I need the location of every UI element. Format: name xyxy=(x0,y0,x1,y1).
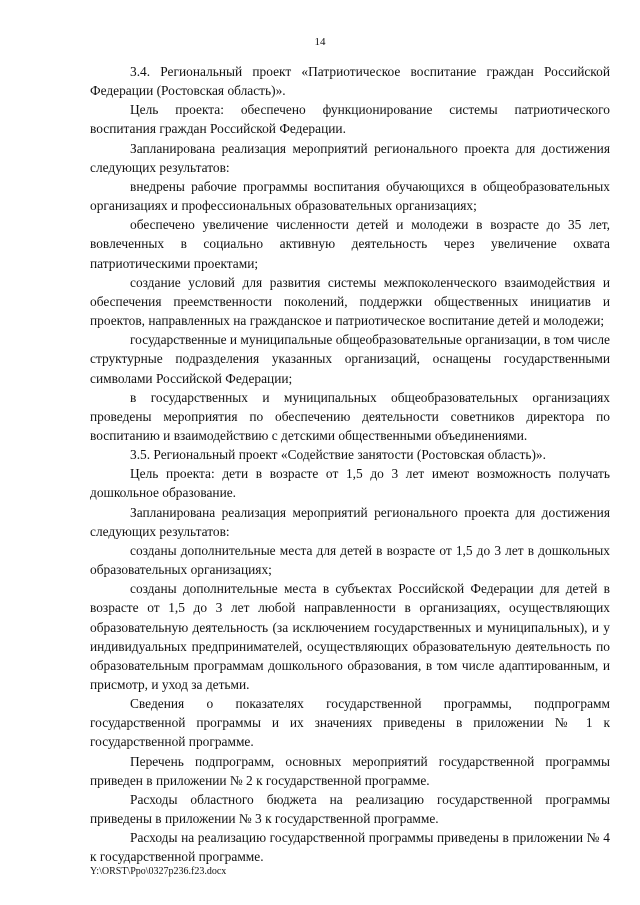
paragraph: обеспечено увеличение численности детей и молодежи в возрасте до 35 лет, вовлеченных в социально активную деятельность через увеличение охвата патриотическими проектами; xyxy=(90,217,610,271)
paragraph-project-3-5-title: 3.5. Региональный проект «Содействие занятости (Ростовская область)». xyxy=(130,447,546,463)
paragraph: Сведения о показателях государственной программы, подпрограмм государственной программы и их значениях приведены в приложении № 1 к государственной программе. xyxy=(90,696,610,750)
paragraph: в государственных и муниципальных общеобразовательных организациях проведены мероприятия по обеспечению деятельности советников директора по воспитанию и взаимодействию с детскими общественными объединениями. xyxy=(90,389,610,443)
paragraph: созданы дополнительные места для детей в возрасте от 1,5 до 3 лет в дошкольных образовательных организациях; xyxy=(90,542,610,578)
page-number: 14 xyxy=(314,36,326,48)
paragraph: внедрены рабочие программы воспитания обучающихся в общеобразовательных организациях и профессиональных образовательных организациях; xyxy=(90,178,610,214)
paragraph: Перечень подпрограмм, основных мероприятий государственной программы приведен в приложении № 2 к государственной программе. xyxy=(90,753,610,788)
paragraph: Расходы областного бюджета на реализацию государственной программы приведены в приложении № 3 к государственной программе. xyxy=(90,791,610,827)
paragraph: созданы дополнительные места в субъектах Российской Федерации для детей в возрасте от 1,5 до 3 лет любой направленности в организациях, осуществляющих образовательную деятельность (за исключением государственных и муниципальных), и у индивидуальных предпринимателей, осуществляющих образовательную деятельность по образовательным программам дошкольного образования, в том числе адаптированным, и присмотр, и уход за детьми. xyxy=(90,581,610,692)
document-body xyxy=(90,62,610,867)
paragraph: Расходы на реализацию государственной программы приведены в приложении № 4 к государственной программе. xyxy=(90,830,610,865)
paragraph: государственные и муниципальные общеобразовательные организации, в том числе структурные подразделения указанных организаций, оснащены государственными символами Российской Федерации; xyxy=(90,332,610,386)
paragraph: Запланирована реализация мероприятий регионального проекта для достижения следующих результатов: xyxy=(90,140,610,175)
paragraph: Цель проекта: дети в возрасте от 1,5 до 3 лет имеют возможность получать дошкольное образование. xyxy=(90,466,610,501)
paragraph: создание условий для развития системы межпоколенческого взаимодействия и обеспечения преемственности поколений, поддержки общественных инициатив и проектов, направленных на гражданское и патриотическое воспитание детей и молодежи; xyxy=(90,274,610,329)
paragraph-project-3-4-title: 3.4. Региональный проект «Патриотическое воспитание граждан Российской Федерации (Ростовская область)». xyxy=(90,64,610,99)
paragraph: Запланирована реализация мероприятий регионального проекта для достижения следующих результатов: xyxy=(90,504,610,539)
footer-file-path: Y:\ORST\Ppo\0327p236.f23.docx xyxy=(90,866,227,877)
paragraph: Цель проекта: обеспечено функционирование системы патриотического воспитания граждан Российской Федерации. xyxy=(90,102,610,137)
